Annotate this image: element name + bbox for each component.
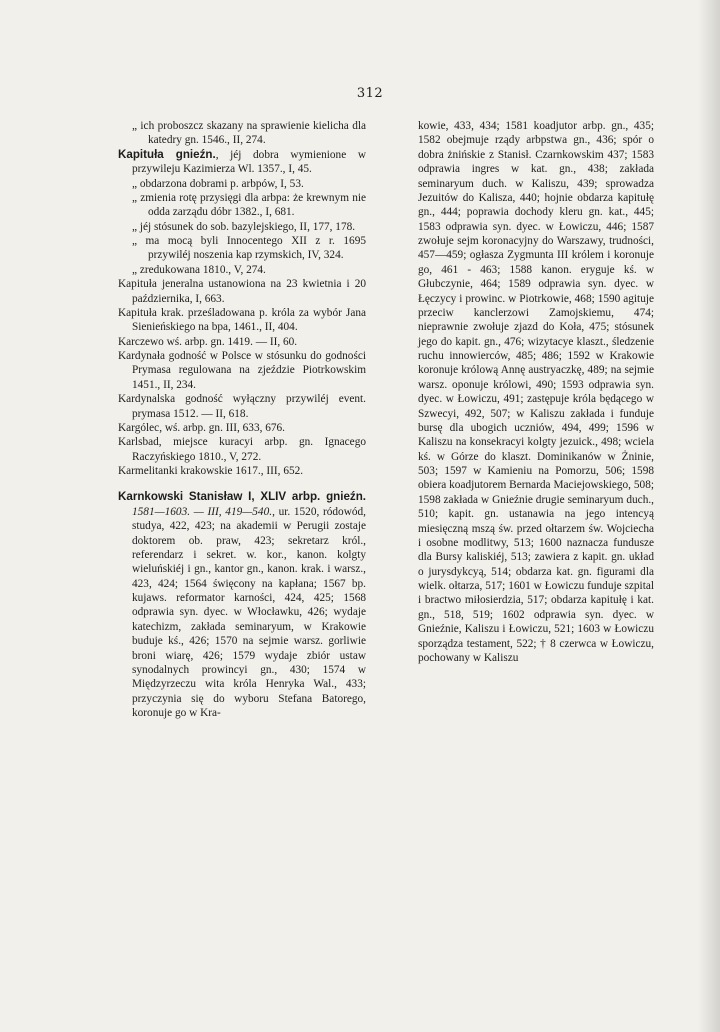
entry-heading: Karnkowski Stanisław I, XLIV arbp. gnieźn. (118, 490, 366, 504)
index-entry: Karczewo wś. arbp. gn. 1419. — II, 60. (118, 335, 298, 348)
index-entry: „ ich proboszcz skazany na sprawienie kielicha dla katedry gn. 1546., II, 274. (132, 120, 366, 147)
index-entry: Kapituła jeneralna ustanowiona na 23 kwietnia i 20 października, I, 663. (118, 278, 366, 305)
index-entry: „ zmienia rotę przysięgi dla arbpa: że krewnym nie odda zarządu dóbr 1382., I, 681. (132, 191, 366, 219)
index-entry: „ obdarzona dobrami p. arbpów, I, 53. (132, 177, 304, 190)
index-entry-karnkowski: Karnkowski Stanisław I, XLIV arbp. gnieźn. 1581—1603. — III, 419—540., ur. 1520, ródowód, studya, 422, 423; na akademii w Perugii zostaje doktorem ob. praw, 423; sekretarz król., referendarz i sekret. w. kor., kanon. kolgty wieluńskiéj i gn., kantor gn., kanon. krak. i warsz., 423, 424; 1564 święcony na kapłana; 1567 bp. kujaws. reformator karności, 424, 425; 1568 odprawia syn. dyec. w Włocławku, 426; wydaje katechizm, zakłada seminaryum, w Krakowie buduje kś., 426; 1570 na sejmie warsz. gorliwie broni wiarę, 426; 1579 wydaje zbiór ustaw synodalnych prowincyi gn., 430; 1574 w Międzyrzeczu wita króla Henryka Wal., 433; przyczynia się do wyboru Stefana Batorego, koronuje go w Kra- (118, 490, 366, 719)
index-entry: „ zredukowana 1810., V, 274. (132, 263, 266, 276)
page-number: 312 (356, 86, 384, 101)
index-entry: Kardynała godność w Polsce w stósunku do godności Prymasa regulowana na zjeździe Piotrkowskim 1451., II, 234. (118, 350, 366, 391)
index-entry: Karmelitanki krakowskie 1617., III, 652. (118, 465, 304, 477)
index-entry: „ ma mocą byli Innocentego XII z r. 1695 przywiléj noszenia kap rzymskich, IV, 324. (132, 235, 366, 262)
continued-entry: kowie, 433, 434; 1581 koadjutor arbp. gn., 435; 1582 obejmuje rządy arbpstwa gn., 436; spór o dobra żnińskie z Stanisł. Czarnkowskim 437; 1583 odprawia ingres w kat. gn., 438; zakłada seminaryum duch. w Kaliszu, 439; sprowadza Jezuitów do Kalisza, 440; hojnie obdarza kapitułę gn., 444; poprawia dochody kleru gn. kat., 445; 1583 odprawia syn. dyec. w Łowiczu, 446; 1587 zwołuje sejm koronacyjny do Warszawy, trudności, 457—459; ogłasza Zygmunta III królem i koronuje go, 461 - 463; 1588 kanon. eryguje kś. w Głubczynie, 464; 1589 odprawia syn. dyec. w Łęczycy i prowinc. w Piotrkowie, 468; 1590 agituje przeciw kanclerzowi Zamojskiemu, 474; nieprawnie zwołuje zjazd do Koła, 475; stósunek jego do kapit. gn., 476; wizytacye klaszt., śledzenie ruchu innowierców, 485; 486; 1592 w Krakowie koronuje królową Annę austryaczkę, 489; na sejmie warsz. oponuje królowi, 490; 1593 odprawia syn. dyec. w Łowiczu, 491; zastępuje króla będącego w Szwecyi, 492, 507; w Kaliszu zakłada i funduje bursę dla ubogich uczniów, 494, 499; 1596 w Kaliszu na konsekracyi kolgty jezuick., 498; wcielа kś. w Górze do klaszt. Dominikanów w Żninie, 503; 1597 w Kamieniu na Pomorzu, 506; 1598 obiera koadjutorem Bernarda Maciejowskiego, 508; 1598 zakłada w Gnieźnie drugie seminaryum duch., 510; kapit. gn. ustanawia na jego intencyą miesięczną mszą św. przed ołtarzem św. Wojciecha i osobne modlitwy, 513; 1600 naznacza fundusze dla Bursy kaliskiéj, 513; zawiera z kapit. gn. układ o jurysdykcyą, 514; obdarza kat. gn. figurami dla wielk. ołtarza, 517; 1601 w Łowiczu funduje szpital i bractwo miłosierdzia, 517; obdarza kapitułę i kat. gn., 518, 519; 1602 odprawia syn. dyec. w Gnieźnie, Kaliszu i Łowiczu, 521; 1603 w Łowiczu sporządza testament, 522; † 8 czerwca w Łowiczu, pochowany w Kaliszu (418, 120, 654, 664)
right-column (418, 119, 654, 665)
index-entry: Karlsbad, miejsce kuracyi arbp. gn. Ignacego Raczyńskiego 1810., V, 272. (118, 436, 366, 463)
index-entry: Kapituła krak. prześladowana p. króla za wybór Jana Sienieńskiego na bpa, 1461., II, 404. (118, 306, 366, 334)
entry-heading: Kapituła gnieźn. (118, 147, 216, 161)
index-entry: Kargólec, wś. arbp. gn. III, 633, 676. (118, 421, 286, 434)
left-column (118, 119, 366, 720)
index-entry: Kardynalska godność wyłączny przywiléj event. prymasa 1512. — II, 618. (118, 393, 366, 420)
index-entry: „ jéj stósunek do sob. bazylejskiego, II, 177, 178. (132, 220, 356, 233)
entry-dates: 1581—1603. — III, 419—540. (132, 505, 273, 518)
index-entry: Kapituła gnieźn., jéj dobra wymienione w przywileju Kazimierza Wl. 1357., I, 45. (118, 147, 366, 176)
page-edge-shadow (698, 0, 720, 1032)
